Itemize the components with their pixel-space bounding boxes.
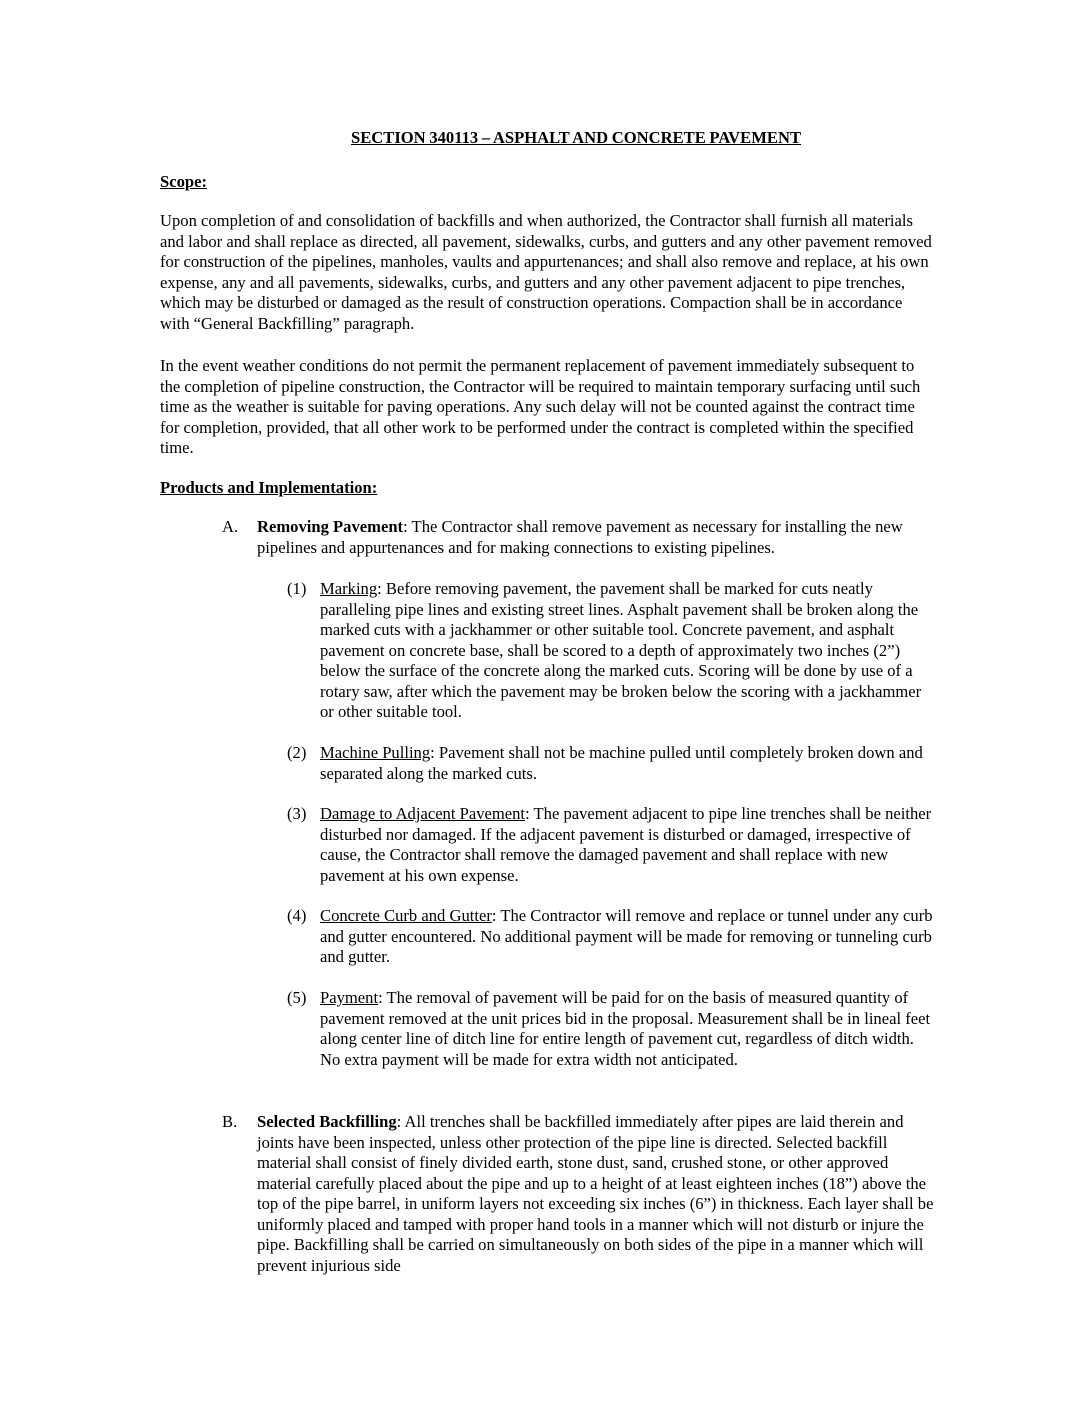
item-a-body: [257, 517, 932, 558]
subitem-2-title: Machine Pulling: [320, 743, 431, 762]
subitem-1-text: : Before removing pavement, the pavement shall be marked for cuts neatly paralleling pipe lines and existing street lines. Asphalt pavement shall be broken along the marked cuts with a jackhammer or other suitable tool. Concrete pavement, and asphalt pavement on concrete base, shall be scored to a depth of approximately two inches (2”) below the surface of the concrete along the marked cuts. Scoring will be done by use of a rotary saw, after which the pavement may be broken below the scoring with a jackhammer or other suitable tool.: [320, 579, 922, 721]
subitem-3-number: (3): [287, 804, 307, 823]
subitem-5: [287, 988, 937, 1070]
subitem-1-number: (1): [287, 579, 307, 598]
subitem-4-number: (4): [287, 906, 307, 925]
subitem-2-body: [320, 743, 937, 784]
subitem-2-text: : Pavement shall not be machine pulled until completely broken down and separated along the marked cuts.: [320, 743, 923, 783]
subitem-5-title: Payment: [320, 988, 379, 1007]
item-a-title: Removing Pavement: [257, 517, 404, 536]
subitem-2: [287, 743, 937, 784]
subitem-2-number: (2): [287, 743, 307, 762]
subitem-1: [287, 579, 937, 723]
scope-heading: Scope:: [160, 172, 208, 191]
item-a-marker: A.: [222, 517, 239, 536]
subitem-5-number: (5): [287, 988, 307, 1007]
subitem-3: [287, 804, 937, 886]
item-b-text: : All trenches shall be backfilled immediately after pipes are laid therein and joints have been inspected, unless other protection of the pipe line is directed. Selected backfill material shall consist of finely divided earth, stone dust, sand, crushed stone, or other approved material carefully placed about the pipe and up to a height of at least eighteen inches (18”) above the top of the pipe barrel, in uniform layers not exceeding six inches (6”) in thickness. Each layer shall be uniformly placed and tamped with proper hand tools in a manner which will not disturb or injure the pipe. Backfilling shall be carried on simultaneously on both sides of the pipe in a manner which will prevent injurious side: [257, 1112, 934, 1275]
item-b: [222, 1112, 934, 1276]
scope-paragraph-2: In the event weather conditions do not permit the permanent replacement of pavement immediately subsequent to the completion of pipeline construction, the Contractor will be required to maintain temporary surfacing until such time as the weather is suitable for paving operations. Any such delay will not be counted against the contract time for completion, provided, that all other work to be performed under the contract is completed within the specified time.: [160, 356, 921, 457]
subitem-3-title: Damage to Adjacent Pavement: [320, 804, 526, 823]
subitem-1-title: Marking: [320, 579, 378, 598]
item-b-marker: B.: [222, 1112, 238, 1131]
subitem-4-body: [320, 906, 937, 968]
item-a: [222, 517, 932, 558]
subitem-4-text: : The Contractor will remove and replace or tunnel under any curb and gutter encountered. No additional payment will be made for removing or tunneling curb and gutter.: [320, 906, 933, 966]
subitem-4: [287, 906, 937, 968]
subitem-5-body: [320, 988, 937, 1070]
products-heading: Products and Implementation:: [160, 478, 378, 497]
subitem-1-body: [320, 579, 937, 723]
scope-paragraph-1: Upon completion of and consolidation of backfills and when authorized, the Contractor shall furnish all materials and labor and shall replace as directed, all pavement, sidewalks, curbs, and gutters and any other pavement removed for construction of the pipelines, manholes, vaults and appurtenances; and shall also remove and replace, at his own expense, any and all pavements, sidewalks, curbs, and gutters and any other pavement adjacent to pipe trenches, which may be disturbed or damaged as the result of construction operations. Compaction shall be in accordance with “General Backfilling” paragraph.: [160, 211, 932, 333]
subitem-5-text: : The removal of pavement will be paid for on the basis of measured quantity of pavement removed at the unit prices bid in the proposal. Measurement shall be in lineal feet along center line of ditch line for entire length of pavement cut, regardless of ditch width. No extra payment will be made for extra width not anticipated.: [320, 988, 931, 1069]
subitem-4-title: Concrete Curb and Gutter: [320, 906, 492, 925]
item-b-title: Selected Backfilling: [257, 1112, 397, 1131]
section-title: SECTION 340113 – ASPHALT AND CONCRETE PAVEMENT: [350, 128, 802, 147]
item-b-body: [257, 1112, 934, 1276]
item-a-text: : The Contractor shall remove pavement as necessary for installing the new pipelines and appurtenances and for making connections to existing pipelines.: [257, 517, 903, 557]
subitem-3-text: : The pavement adjacent to pipe line trenches shall be neither disturbed nor damaged. If the adjacent pavement is disturbed or damaged, irrespective of cause, the Contractor shall remove the damaged pavement and shall replace with new pavement at his own expense.: [320, 804, 932, 885]
subitem-3-body: [320, 804, 937, 886]
